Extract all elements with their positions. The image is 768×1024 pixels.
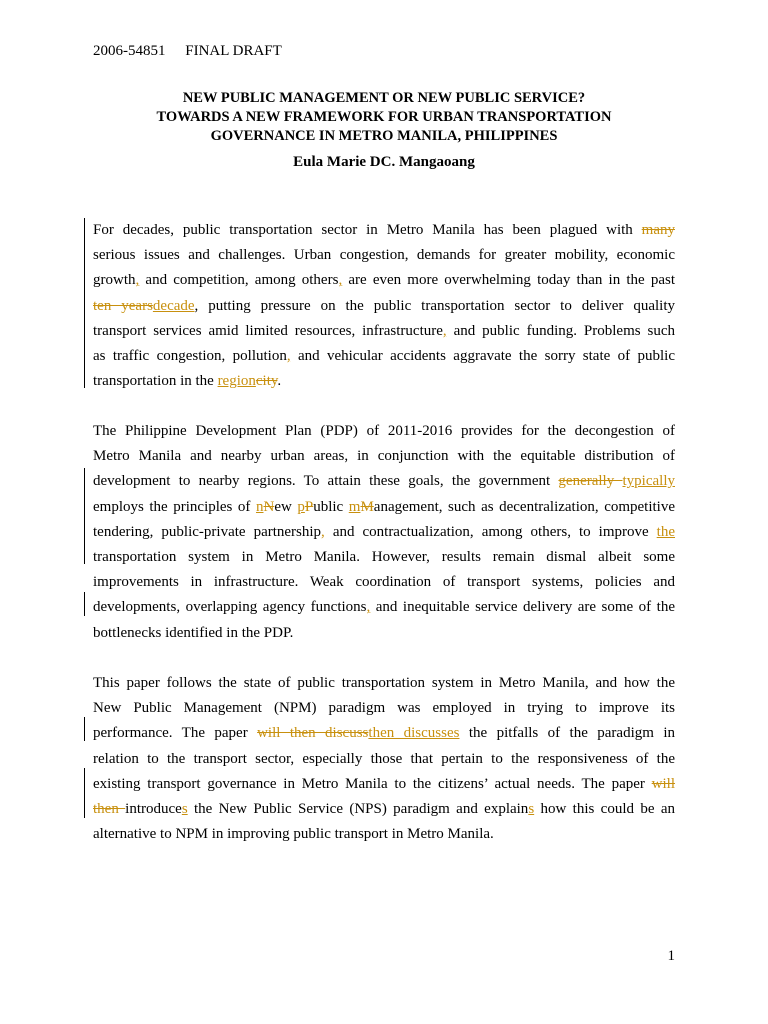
- inserted-text: ,: [286, 347, 291, 364]
- text-line: bottlenecks identified in the PDP.: [93, 624, 294, 641]
- change-bar: [84, 592, 85, 616]
- author-name: Eula Marie DC. Mangaoang: [293, 154, 475, 170]
- inserted-text: ,: [366, 599, 371, 616]
- inserted-text: ,: [135, 272, 140, 289]
- deleted-text: will: [651, 775, 675, 792]
- inserted-text: s: [181, 800, 188, 817]
- inserted-text: region: [217, 373, 256, 390]
- inserted-text: decade: [152, 297, 195, 314]
- inserted-text: ,: [338, 272, 343, 289]
- inserted-text: ,: [442, 322, 447, 339]
- text-line: improvements in infrastructure. Weak coordination of transport systems, policies and: [93, 574, 675, 591]
- paper-title: [93, 89, 675, 146]
- change-bar: [84, 218, 85, 388]
- text-line: transportation in the regioncity.: [93, 373, 282, 390]
- deleted-text: city: [255, 373, 278, 390]
- title-line-1: NEW PUBLIC MANAGEMENT OR NEW PUBLIC SERVICE?: [182, 90, 586, 106]
- page-number: 1: [667, 948, 675, 964]
- change-bar: [84, 768, 85, 818]
- paragraph-3: [93, 671, 675, 847]
- inserted-text: the: [656, 523, 675, 540]
- deleted-text: N: [263, 498, 275, 515]
- text-line: then introduces the New Public Service (NPS) paradigm and explains how this could be an: [93, 800, 675, 817]
- paragraph-2: [93, 419, 675, 646]
- text-line: employs the principles of nNew pPublic mManagement, such as decentralization, competitive: [93, 498, 676, 515]
- deleted-text: then: [93, 800, 126, 817]
- text-line: This paper follows the state of public transportation system in Metro Manila, and how the: [93, 675, 675, 691]
- title-line-3: GOVERNANCE IN METRO MANILA, PHILIPPINES: [210, 128, 558, 144]
- draft-status: FINAL DRAFT: [185, 43, 282, 59]
- text-line: For decades, public transportation sector in Metro Manila has been plagued with many: [93, 222, 675, 238]
- inserted-text: m: [348, 498, 361, 515]
- paragraph-1: [93, 218, 675, 394]
- title-line-2: TOWARDS A NEW FRAMEWORK FOR URBAN TRANSPORTATION: [156, 109, 612, 125]
- text-line: transportation system in Metro Manila. However, results remain dismal albeit some: [93, 548, 675, 565]
- text-line: serious issues and challenges. Urban congestion, demands for greater mobility, economic: [93, 247, 675, 264]
- text-line: tendering, public-private partnership, and contractualization, among others, to improve the: [93, 523, 675, 540]
- text-line: relation to the transport sector, especially those that pertain to the responsiveness of the: [93, 750, 675, 767]
- doc-code: 2006-54851: [93, 43, 166, 59]
- text-line: ten yearsdecade, putting pressure on the public transportation sector to deliver quality: [93, 297, 675, 314]
- deleted-text: many: [641, 222, 675, 238]
- text-line: development to nearby regions. To attain these goals, the government generally typically: [93, 473, 675, 490]
- deleted-text: M: [360, 498, 374, 515]
- inserted-text: p: [297, 498, 305, 515]
- running-header: [93, 43, 282, 60]
- inserted-text: s: [528, 800, 535, 817]
- inserted-text: then discusses: [368, 725, 460, 742]
- deleted-text: will then discuss: [257, 725, 369, 742]
- inserted-text: typically: [622, 473, 675, 490]
- text-line: performance. The paper will then discussthen discusses the pitfalls of the paradigm in: [93, 725, 675, 742]
- text-line: existing transport governance in Metro Manila to the citizens’ actual needs. The paper will: [93, 775, 675, 792]
- text-line: transport services amid limited resources, infrastructure, and public funding. Problems such: [93, 322, 675, 339]
- text-line: growth, and competition, among others, are even more overwhelming today than in the past: [93, 272, 676, 289]
- inserted-text: n: [255, 498, 264, 515]
- inserted-text: ,: [321, 523, 325, 540]
- text-line: Metro Manila and nearby urban areas, in conjunction with the equitable distribution of: [93, 448, 675, 465]
- change-bar: [84, 468, 85, 564]
- text-line: as traffic congestion, pollution, and vehicular accidents aggravate the sorry state of public: [93, 347, 675, 364]
- text-line: developments, overlapping agency functions, and inequitable service delivery are some of the: [93, 599, 675, 616]
- deleted-text: ten years: [93, 297, 153, 314]
- text-line: New Public Management (NPM) paradigm was employed in trying to improve its: [93, 700, 675, 717]
- text-line: alternative to NPM in improving public transport in Metro Manila.: [93, 826, 494, 843]
- deleted-text: generally: [558, 473, 623, 490]
- text-line: The Philippine Development Plan (PDP) of 2011-2016 provides for the decongestion of: [93, 423, 675, 439]
- deleted-text: P: [304, 498, 314, 515]
- change-bar: [84, 717, 85, 741]
